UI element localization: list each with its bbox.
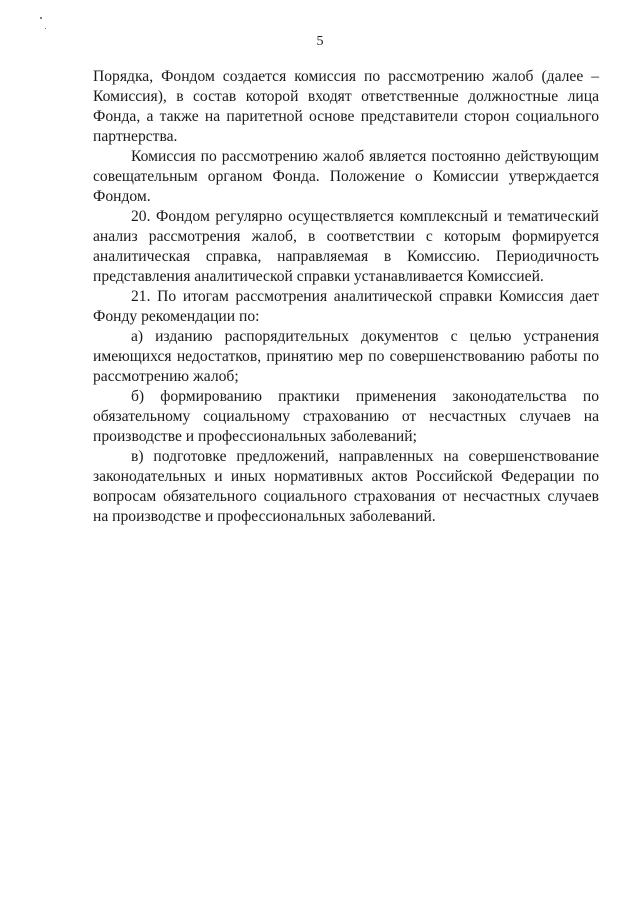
paragraph-commission-status: Комиссия по рассмотрению жалоб является постоянно действующим совещательным органом Фонда. Положение о Комиссии утверждается Фондом.	[93, 148, 599, 205]
scan-speck	[45, 28, 46, 29]
paragraph-subitem-v: в) подготовке предложений, направленных на совершенствование законодательных и иных нормативных актов Российской Федерации по вопросам обязательного социального страхования от несчастных случаев на производстве и профессиональных заболеваний.	[93, 448, 599, 525]
document-body	[93, 67, 599, 527]
paragraph-subitem-b: б) формированию практики применения законодательства по обязательному социальному страхованию от несчастных случаев на производстве и профессиональных заболеваний;	[93, 388, 599, 445]
paragraph-item-21: 21. По итогам рассмотрения аналитической справки Комиссия дает Фонду рекомендации по:	[93, 288, 599, 325]
scan-speck	[40, 17, 42, 19]
paragraph-item-20: 20. Фондом регулярно осуществляется комплексный и тематический анализ рассмотрения жалоб, в соответствии с которым формируется аналитическая справка, направляемая в Комиссию. Периодичность представления аналитической справки устанавливается Комиссией.	[93, 208, 599, 285]
paragraph-continuation: Порядка, Фондом создается комиссия по рассмотрению жалоб (далее – Комиссия), в состав которой входят ответственные должностные лица Фонда, а также на паритетной основе представители сторон социального партнерства.	[93, 68, 599, 145]
paragraph-subitem-a: а) изданию распорядительных документов с целью устранения имеющихся недостатков, принятию мер по совершенствованию работы по рассмотрению жалоб;	[93, 328, 599, 385]
page-number: 5	[316, 34, 324, 49]
